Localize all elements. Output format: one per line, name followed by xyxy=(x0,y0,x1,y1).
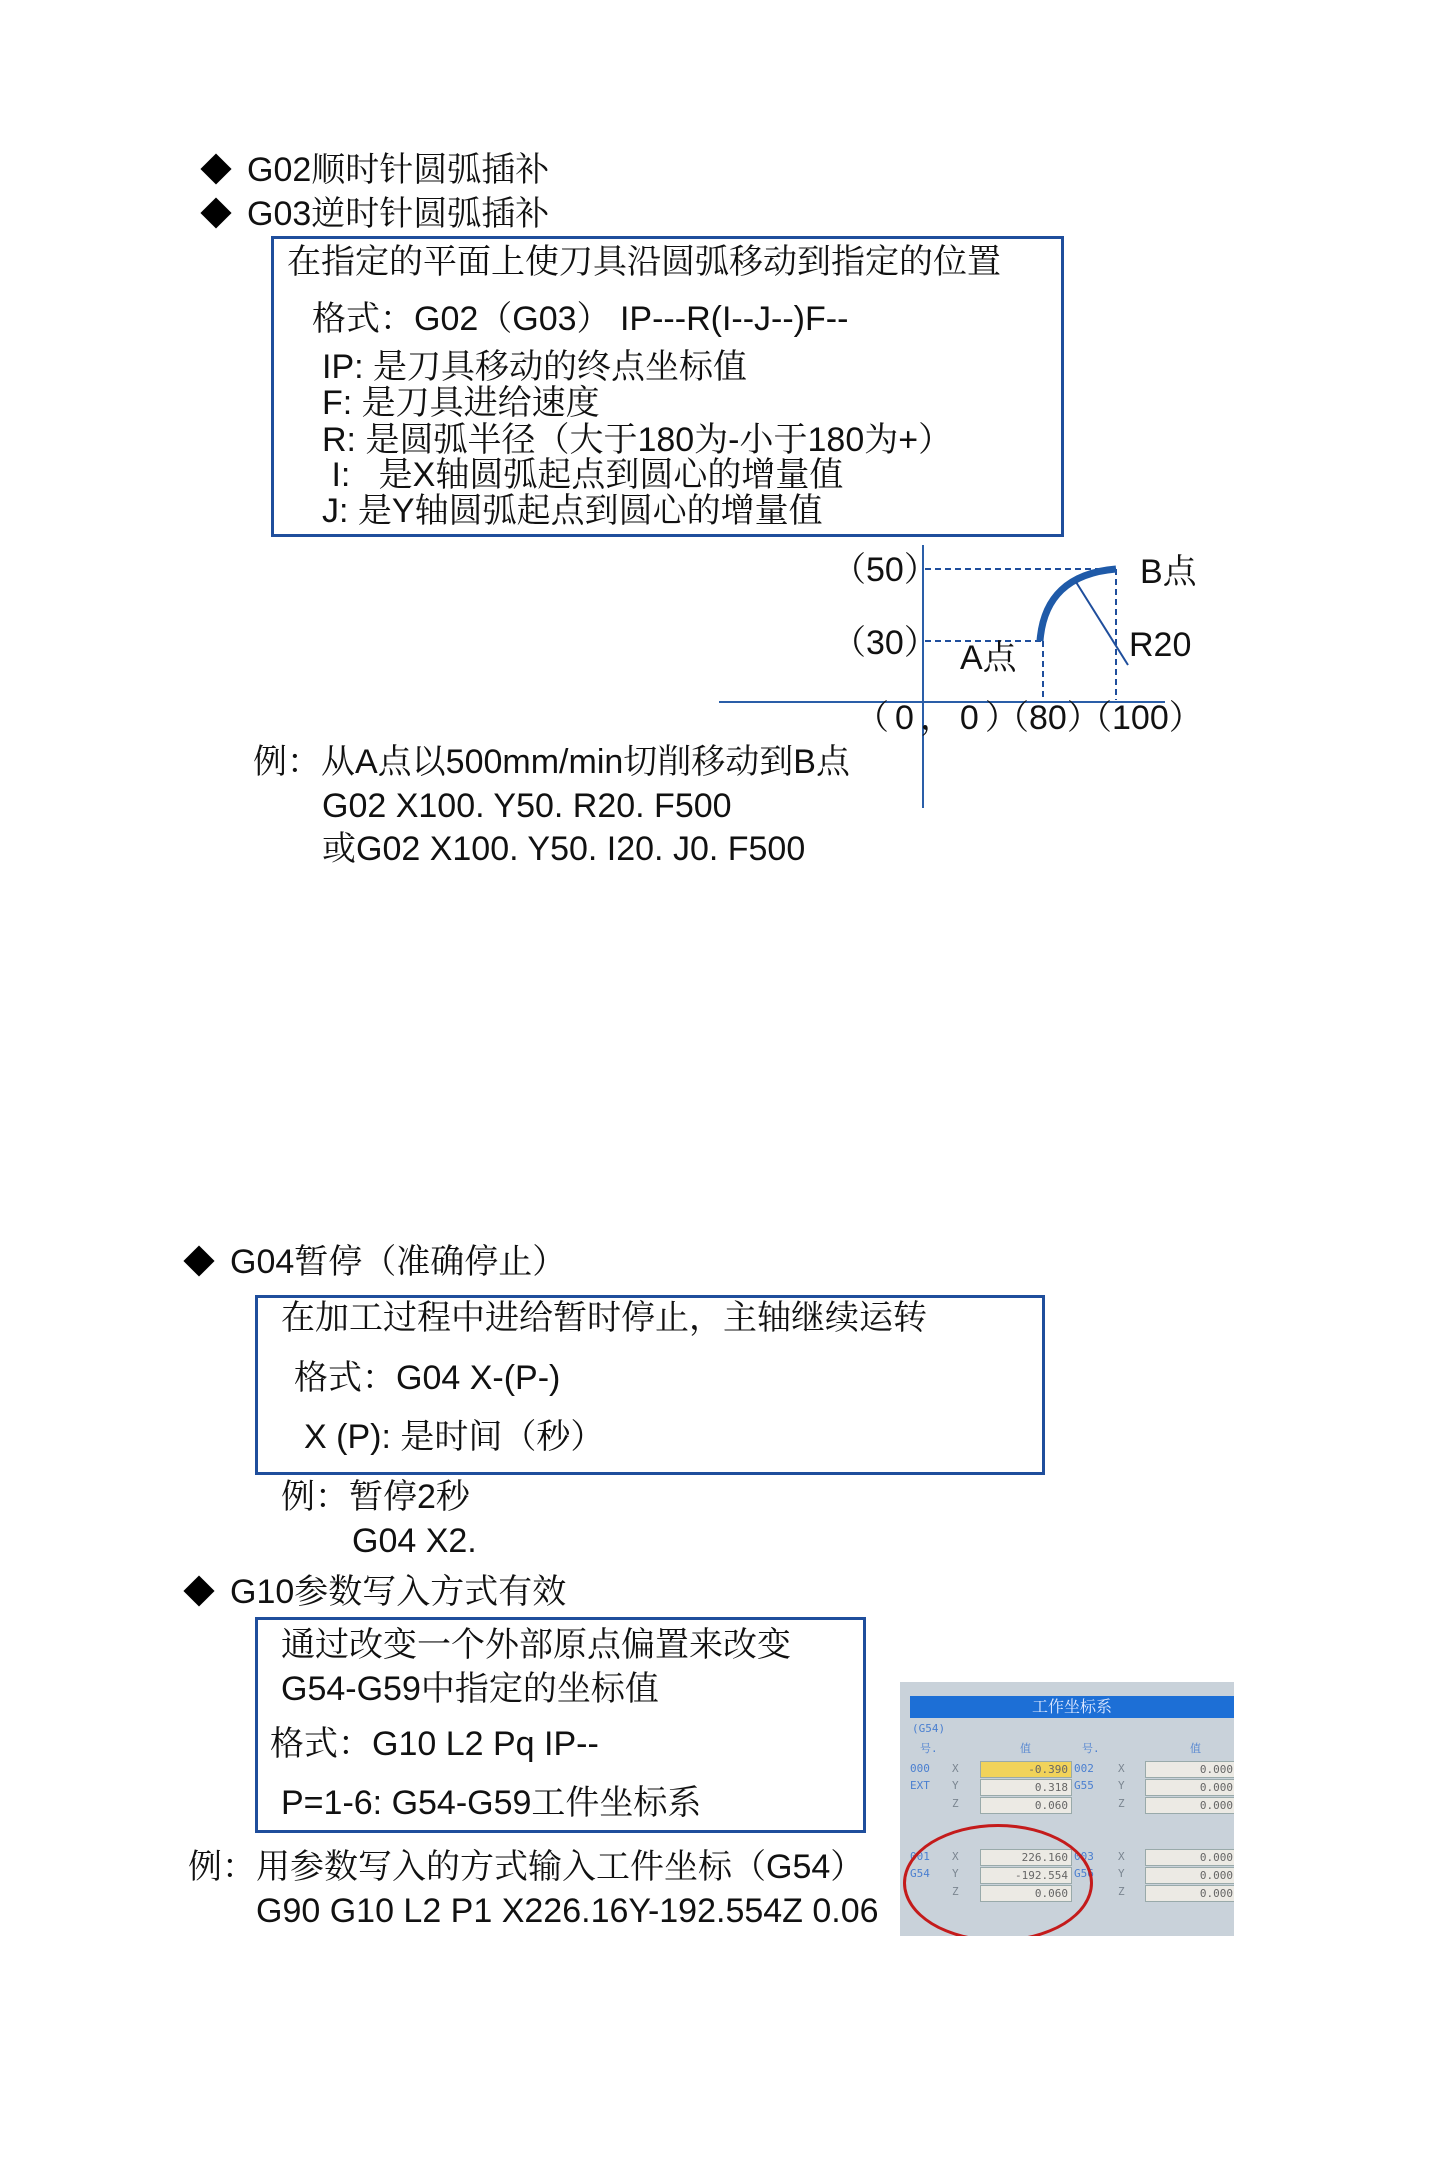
axis: Y xyxy=(952,1867,959,1880)
box-line: R: 是圆弧半径（大于180为-小于180为+） xyxy=(322,421,953,459)
offset-no: 002 xyxy=(1074,1762,1094,1775)
offset-no: 000 xyxy=(910,1762,930,1775)
col-header: 号. xyxy=(1082,1742,1100,1755)
box-line: 通过改变一个外部原点偏置来改变 xyxy=(281,1626,791,1664)
example-line: G04 X2. xyxy=(352,1522,477,1560)
heading-text: G02顺时针圆弧插补 xyxy=(247,151,550,189)
offset-name: G54 xyxy=(910,1867,930,1880)
diamond-bullet-icon xyxy=(183,1245,214,1276)
box-line: 格式：G10 L2 Pq IP-- xyxy=(270,1725,599,1763)
value-cell: 0.318 xyxy=(980,1779,1072,1796)
axis: Z xyxy=(1118,1885,1125,1898)
box-line: IP: 是刀具移动的终点坐标值 xyxy=(322,348,748,386)
cnc-work-coordinate-screen xyxy=(900,1682,1234,1936)
heading-g04 xyxy=(188,1242,566,1282)
label-b-point: B点 xyxy=(1140,553,1197,591)
box-line: X (P): 是时间（秒） xyxy=(304,1418,605,1456)
axis: X xyxy=(952,1762,959,1775)
value-cell: 0.000 xyxy=(1145,1797,1234,1814)
example-line: 或G02 X100. Y50. I20. J0. F500 xyxy=(322,830,806,868)
offset-no: 001 xyxy=(910,1850,930,1863)
label-y30: （30） xyxy=(832,624,938,662)
box-line: G54-G59中指定的坐标值 xyxy=(281,1670,659,1708)
heading-text: G10参数写入方式有效 xyxy=(230,1573,567,1611)
box-line: 格式：G02（G03） IP---R(I--J--)F-- xyxy=(312,300,849,338)
value-cell: 0.000 xyxy=(1145,1885,1234,1902)
axis: Z xyxy=(952,1885,959,1898)
label-radius: R20 xyxy=(1129,626,1192,664)
value-cell: 0.000 xyxy=(1145,1867,1234,1884)
axis: Z xyxy=(1118,1797,1125,1810)
label-x100: （100） xyxy=(1078,699,1203,737)
label-y50: （50） xyxy=(832,551,938,589)
value-cell: 0.000 xyxy=(1145,1779,1234,1796)
box-line: 在加工过程中进给暂时停止，主轴继续运转 xyxy=(281,1299,927,1337)
box-line: F: 是刀具进给速度 xyxy=(322,384,600,422)
axis: X xyxy=(1118,1762,1125,1775)
label-origin: （0，0） xyxy=(855,699,1025,737)
heading-g10 xyxy=(188,1572,566,1612)
mode-label: (G54) xyxy=(912,1722,946,1735)
box-line: 格式：G04 X-(P-) xyxy=(294,1359,561,1397)
example-line: 例：暂停2秒 xyxy=(281,1478,470,1516)
heading-text: G04暂停（准确停止） xyxy=(230,1243,567,1281)
value-cell: 0.060 xyxy=(980,1885,1072,1902)
screen-title: 工作坐标系 xyxy=(910,1696,1234,1718)
axis: Y xyxy=(1118,1779,1125,1792)
example-line: 例：用参数写入的方式输入工件坐标（G54） xyxy=(188,1848,865,1886)
highlight-ellipse xyxy=(903,1824,1093,1936)
offset-name: G56 xyxy=(1074,1867,1094,1880)
offset-name: EXT xyxy=(910,1779,930,1792)
box-line: 在指定的平面上使刀具沿圆弧移动到指定的位置 xyxy=(287,243,1001,281)
axis: X xyxy=(952,1850,959,1863)
label-x80: （80） xyxy=(995,699,1101,737)
axis: Z xyxy=(952,1797,959,1810)
value-cell: -192.554 xyxy=(980,1867,1072,1884)
col-header: 号. xyxy=(920,1742,938,1755)
heading-text: G03逆时针圆弧插补 xyxy=(247,195,550,233)
col-header: 值 xyxy=(1020,1742,1031,1755)
axis: X xyxy=(1118,1850,1125,1863)
label-a-point: A点 xyxy=(960,639,1017,677)
offset-no: 003 xyxy=(1074,1850,1094,1863)
value-cell: -0.390 xyxy=(980,1761,1072,1778)
box-line: P=1-6: G54-G59工件坐标系 xyxy=(281,1784,702,1822)
box-line: J: 是Y轴圆弧起点到圆心的增量值 xyxy=(322,492,823,530)
value-cell: 0.000 xyxy=(1145,1849,1234,1866)
value-cell: 226.160 xyxy=(980,1849,1072,1866)
axis: Y xyxy=(952,1779,959,1792)
value-cell: 0.060 xyxy=(980,1797,1072,1814)
axis: Y xyxy=(1118,1867,1125,1880)
box-line: I: 是X轴圆弧起点到圆心的增量值 xyxy=(322,456,844,494)
example-line: 例：从A点以500mm/min切削移动到B点 xyxy=(253,743,850,781)
example-line: G02 X100. Y50. R20. F500 xyxy=(322,787,732,825)
radius-line xyxy=(1076,582,1128,665)
arc-path xyxy=(1040,569,1116,641)
value-cell: 0.000 xyxy=(1145,1761,1234,1778)
example-line: G90 G10 L2 P1 X226.16Y-192.554Z 0.06 xyxy=(256,1892,879,1930)
col-header: 值 xyxy=(1190,1742,1201,1755)
diamond-bullet-icon xyxy=(183,1575,214,1606)
offset-name: G55 xyxy=(1074,1779,1094,1792)
